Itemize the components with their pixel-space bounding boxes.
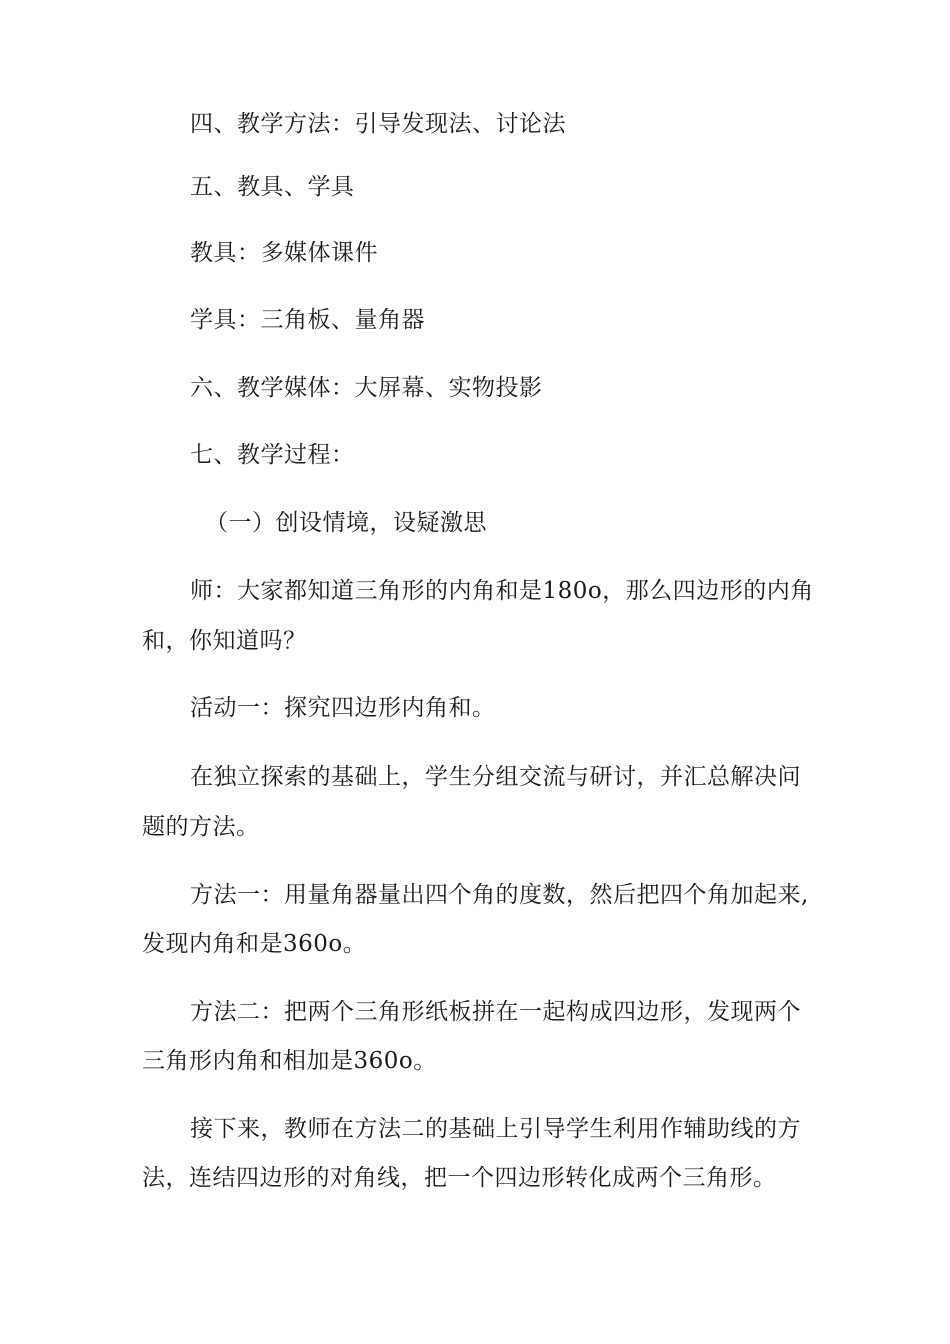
- paragraph-method-one-line2: 发现内角和是360o。: [142, 931, 367, 957]
- heading-teaching-tools: 五、教具、学具: [190, 174, 355, 200]
- paragraph-activity-one: 活动一：探究四边形内角和。: [190, 695, 496, 721]
- paragraph-teacher-question-line1: 师：大家都知道三角形的内角和是180o，那么四边形的内角: [190, 578, 814, 604]
- paragraph-explore-line2: 题的方法。: [142, 814, 260, 840]
- paragraph-teacher-question-line2: 和，你知道吗？: [142, 628, 307, 654]
- paragraph-method-two-line1: 方法二：把两个三角形纸板拼在一起构成四边形，发现两个: [190, 999, 801, 1025]
- heading-teaching-process: 七、教学过程：: [190, 442, 355, 468]
- paragraph-next-step-line2: 法，连结四边形的对角线，把一个四边形转化成两个三角形。: [142, 1165, 777, 1191]
- paragraph-teacher-tools: 教具：多媒体课件: [190, 240, 378, 266]
- paragraph-explore-line1: 在独立探索的基础上，学生分组交流与研讨，并汇总解决问: [190, 764, 801, 790]
- heading-teaching-media: 六、教学媒体：大屏幕、实物投影: [190, 375, 543, 401]
- paragraph-next-step-line1: 接下来，教师在方法二的基础上引导学生利用作辅助线的方: [190, 1116, 801, 1142]
- subheading-create-situation: （一）创设情境，设疑激思: [205, 510, 487, 536]
- paragraph-method-two-line2: 三角形内角和相加是360o。: [142, 1048, 437, 1074]
- paragraph-method-one-line1: 方法一：用量角器量出四个角的度数，然后把四个角加起来,: [190, 882, 809, 908]
- heading-teaching-method: 四、教学方法：引导发现法、讨论法: [190, 111, 566, 137]
- paragraph-student-tools: 学具：三角板、量角器: [190, 307, 425, 333]
